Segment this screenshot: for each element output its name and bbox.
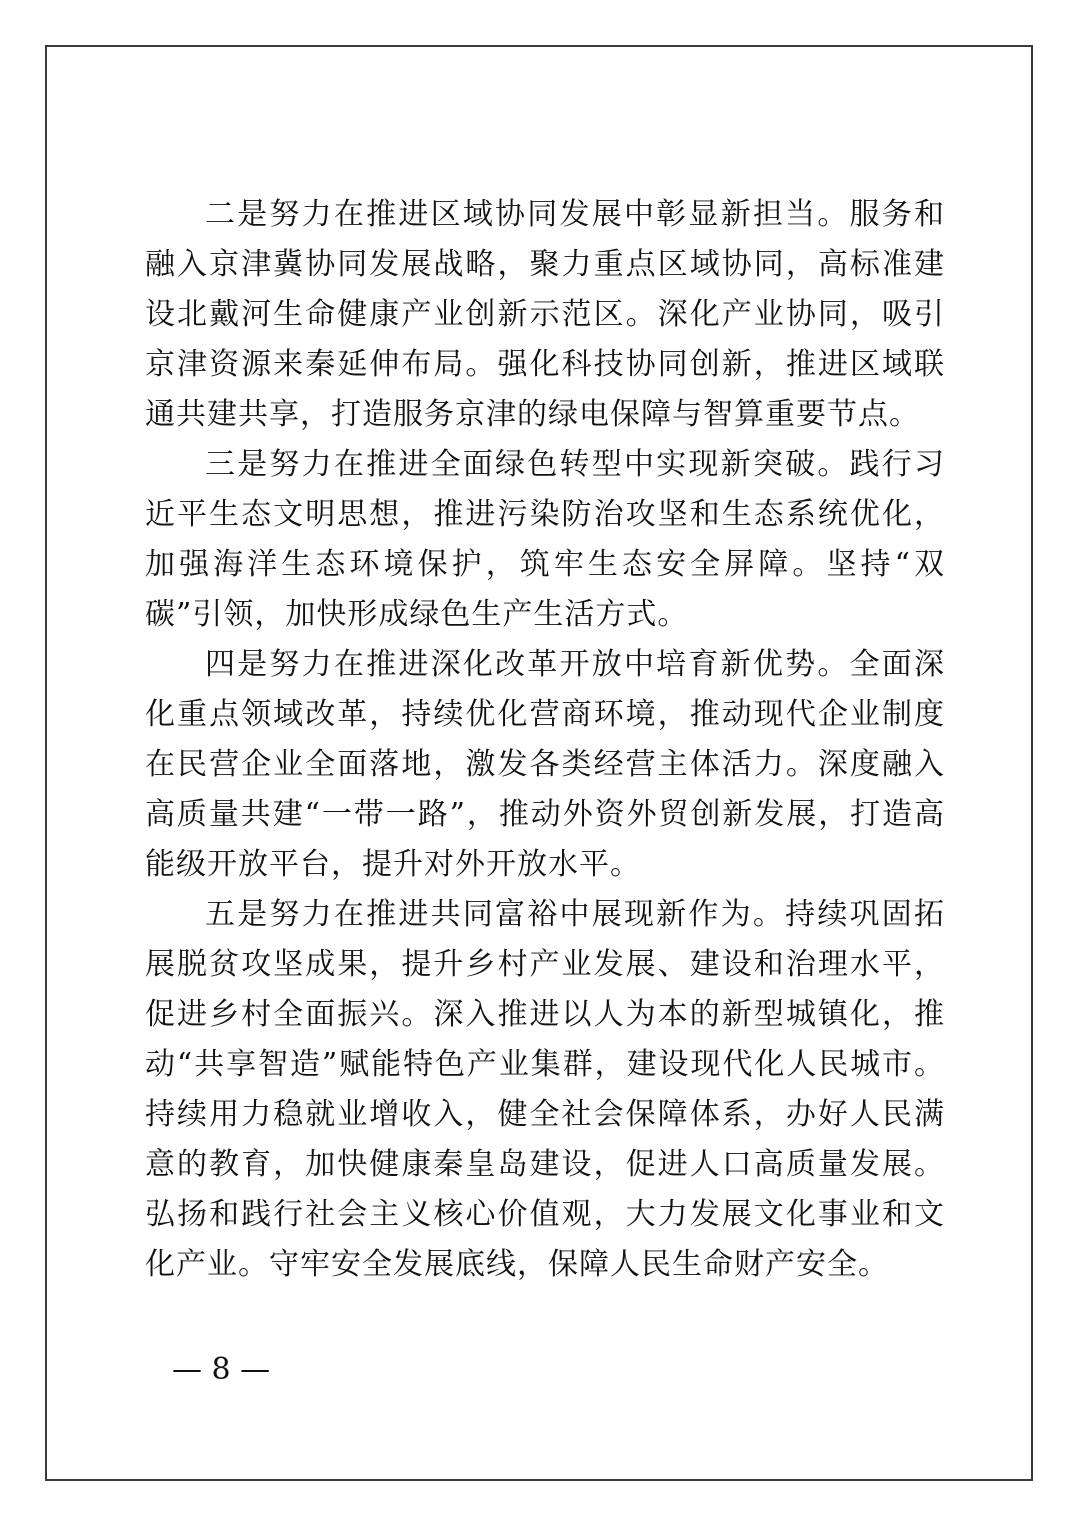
paragraph-regional-coordination: 二是努力在推进区域协同发展中彰显新担当。服务和融入京津冀协同发展战略，聚力重点区域协同，高标准建设北戴河生命健康产业创新示范区。深化产业协同，吸引京津资源来秦延伸布局。强化科技协同创新，推进区域联通共建共享，打造服务京津的绿电保障与智算重要节点。 xyxy=(145,197,945,432)
page-number: — 8 — xyxy=(172,1352,271,1387)
paragraph-green-transition: 三是努力在推进全面绿色转型中实现新突破。践行习近平生态文明思想，推进污染防治攻坚和生态系统优化，加强海洋生态环境保护，筑牢生态安全屏障。坚持“双碳”引领，加快形成绿色生产生活方式。 xyxy=(145,447,945,632)
document-body xyxy=(145,190,945,1290)
paragraph-common-prosperity: 五是努力在推进共同富裕中展现新作为。持续巩固拓展脱贫攻坚成果，提升乡村产业发展、建设和治理水平，促进乡村全面振兴。深入推进以人为本的新型城镇化，推动“共享智造”赋能特色产业集群，建设现代化人民城市。持续用力稳就业增收入，健全社会保障体系，办好人民满意的教育，加快健康秦皇岛建设，促进人口高质量发展。弘扬和践行社会主义核心价值观，大力发展文化事业和文化产业。守牢安全发展底线，保障人民生命财产安全。 xyxy=(145,897,945,1282)
paragraph-reform-opening: 四是努力在推进深化改革开放中培育新优势。全面深化重点领域改革，持续优化营商环境，推动现代企业制度在民营企业全面落地，激发各类经营主体活力。深度融入高质量共建“一带一路”，推动外资外贸创新发展，打造高能级开放平台，提升对外开放水平。 xyxy=(145,647,945,882)
